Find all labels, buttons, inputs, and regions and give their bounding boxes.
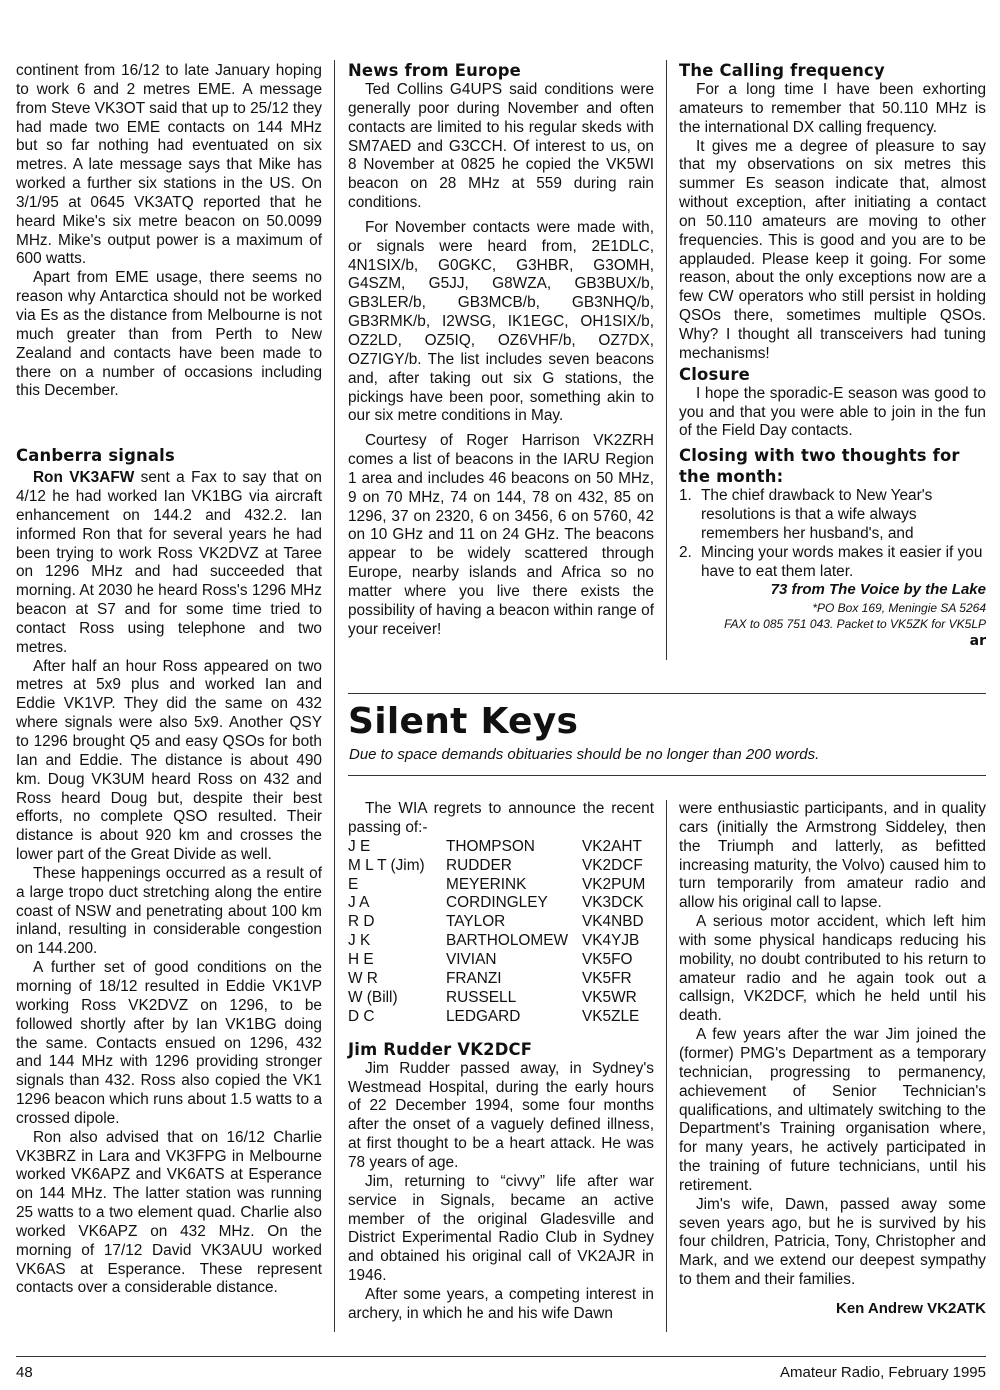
table-row — [348, 876, 645, 895]
article-paragraph: Jim Rudder passed away, in Sydney's Westmead Hospital, during the early hours of 22 December 1994, some four months after the onset of a vaguely defined illness, at first thought to be a heart attack. He was 78 years of age. — [348, 1059, 654, 1171]
end-mark: ar — [969, 633, 986, 650]
article-paragraph: A further set of good conditions on the morning of 18/12 resulted in Eddie VK1VP working Ross VK2DVZ on 1296, to be followed shortly after by Ian VK1BG doing the same. Contacts ensued on 1296, 432 and 144 MHz with 1296 providing stronger signals than 432. Ross also copied the VK1 1296 beacon which runs about 1.5 watts to a crossed dipole. — [16, 959, 322, 1127]
article-paragraph: continent from 16/12 to late January hoping to work 6 and 2 metres EME. A message from Steve VK3OT said that up to 25/12 they had made two EME contacts on 144 MHz but so far nothing had eventuated on six metres. A late message says that Mike has worked a further six stations in the US. On 3/1/95 at 0645 VK3ATQ reported that he heard Mike's six metre beacon on 50.0099 MHz. Mike's output power is a maximum of 600 watts. — [16, 62, 322, 268]
article-paragraph: Ron also advised that on 16/12 Charlie VK3BRZ in Lara and VK3FPG in Melbourne worked VK6APZ and VK6ATS at Esperance on 144 MHz. The latter station was running 25 watts to a two element quad. Charlie also worked VK6APZ on 432 MHz. On the morning of 17/12 David VK3AUU worked VK6AS at Esperance. These represent contacts over a considerable distance. — [16, 1128, 322, 1297]
cell-call: VK2AHT — [582, 837, 642, 855]
cell-surname: TAYLOR — [446, 913, 506, 931]
table-row — [348, 857, 645, 876]
article-paragraph: Ted Collins G4UPS said conditions were generally poor during November and often contacts are limited to his regular skeds with SM7AED and G3CCH. Of interest to us, on 8 November at 0825 he copied the VK5WI beacon on 28 MHz at 559 during rain conditions. — [348, 81, 654, 212]
table-row — [348, 894, 645, 913]
footer-rule — [16, 1356, 986, 1357]
article-paragraph: After some years, a competing interest in archery, in which he and his wife Dawn — [348, 1285, 654, 1322]
address: *PO Box 169, Meningie SA 5264 — [812, 601, 986, 616]
cell-initials: W (Bill) — [348, 988, 398, 1006]
silent-keys-column-right — [679, 800, 986, 1319]
cell-call: VK4YJB — [582, 932, 640, 950]
section-rule — [348, 693, 986, 694]
cell-call: VK5FO — [582, 951, 633, 969]
article-paragraph: The WIA regrets to announce the recent passing of:- — [348, 800, 654, 836]
article-paragraph: These happenings occurred as a result of a large tropo duct stretching along the entire coast of NSW and penetrating about 100 km inland, resulting in considerable congestion on 144.200. — [16, 864, 322, 958]
cell-call: VK5ZLE — [582, 1007, 640, 1025]
obituary-heading: Jim Rudder VK2DCF — [348, 1039, 533, 1059]
table-row — [348, 1008, 645, 1027]
cell-initials: J A — [348, 894, 370, 912]
article-paragraph: Jim's wife, Dawn, passed away some seven years ago, but he is survived by his four children, Patricia, Tony, Christopher and Mark, and we extend our deepest sympathy to them and their families. — [679, 1195, 986, 1289]
list-item-text: The chief drawback to New Year's resolutions is that a wife always remembers her husband's, and — [701, 487, 933, 542]
article-paragraph: A few years after the war Jim joined the (former) PMG's Department as a temporary technician, progressing to permanency, achievement of Senior Technician's qualifications, and ultimately switching to the Department's Training organisation where, for many years, he actively participated in the training of future technicians, until his retirement. — [679, 1026, 986, 1194]
article-paragraph: I hope the sporadic-E season was good to you and that you were able to join in the fun of the Field Day contacts. — [679, 384, 986, 440]
cell-surname: FRANZI — [446, 970, 502, 988]
publication-info: Amateur Radio, February 1995 — [780, 1364, 986, 1381]
table-row — [348, 932, 645, 951]
table-row — [348, 951, 645, 970]
table-row — [348, 989, 645, 1008]
table-row — [348, 838, 645, 857]
list-item-text: Mincing your words makes it easier if you have to eat them later. — [701, 543, 983, 580]
table-row — [348, 913, 645, 932]
list-number: 2. — [679, 543, 692, 561]
article-paragraph — [16, 469, 322, 657]
cell-surname: RUSSELL — [446, 988, 517, 1006]
column-divider — [334, 60, 335, 1332]
cell-initials: J E — [348, 837, 371, 855]
list-item — [679, 487, 986, 544]
article-paragraph: Jim, returning to “civvy” life after war service in Signals, became an active member of the original Gladesville and District Experimental Radio Club in Sydney and obtained his original call of VK2AJR in 1946. — [348, 1172, 654, 1285]
article-paragraph: Apart from EME usage, there seems no reason why Antarctica should not be worked via Es as the distance from Melbourne is not much greater than from Perth to New Zealand and contacts have been made to there on a number of occasions including this December. — [16, 269, 322, 400]
silent-keys-list — [348, 838, 645, 1027]
section-heading-closure: Closure — [679, 364, 750, 384]
cell-surname: VIVIAN — [446, 951, 497, 969]
thoughts-list — [679, 487, 986, 581]
bold-lead-in: Ron VK3AFW — [32, 469, 135, 487]
column-right — [679, 60, 986, 651]
section-heading-europe: News from Europe — [348, 61, 521, 80]
cell-surname: RUDDER — [446, 856, 512, 874]
cell-surname: THOMPSON — [446, 837, 535, 855]
table-row — [348, 970, 645, 989]
article-paragraph: After half an hour Ross appeared on two metres at 5x9 plus and worked Ian and Eddie VK1VP. They did the same on 432 where signals were also 5x9. Another QSY to 1296 brought Q5 and easy QSOs for both Ian and Eddie. The distance is about 490 km. Doug VK3UM heard Ross on 432 and Ross heard Doug but, despite their best efforts, no complete QSO resulted. Their distance is about 920 km and crosses the lower part of the Great Divide as well. — [16, 657, 322, 864]
cell-call: VK5WR — [582, 988, 637, 1006]
cell-surname: BARTHOLOMEW — [446, 932, 568, 950]
cell-surname: MEYERINK — [446, 875, 527, 893]
article-paragraph: were enthusiastic participants, and in quality cars (initially the Armstrong Siddeley, then the Triumph and latterly, as befitted increasing maturity, the Volvo) caused him to turn temporarily from amateur radio and allow his original call to lapse. — [679, 800, 986, 912]
article-paragraph: Courtesy of Roger Harrison VK2ZRH comes a list of beacons in the IARU Region 1 area and includes 46 beacons on 50 MHz, 9 on 70 MHz, 74 on 144, 78 on 432, 85 on 1296, 37 on 2320, 6 on 3456, 6 on 5760, 42 on 10 GHz and 11 on 24 GHz. The beacons appear to be widely scattered through Europe, nearby islands and Africa so no matter where you live there exists the possibility of having a beacon within range of your receiver! — [348, 432, 654, 638]
cell-surname: CORDINGLEY — [446, 894, 548, 912]
list-number: 1. — [679, 487, 692, 505]
article-paragraph: For November contacts were made with, or signals were heard from, 2E1DLC, 4N1SIX/b, G0GKC, G3HBR, G3OMH, G4SZM, G5JJ, G8WZA, GB3BUX/b, GB3LER/b, GB3MCB/b, GB3NHQ/b, GB3RMK/b, I2WSG, IK1EGC, OH1SIX/b, OZ2LD, OZ5IQ, OZ6VHF/b, OZ7DX, OZ7IGY/b. The list includes seven beacons and, after taking out six G stations, the pickings have been poor, something akin to our six metre conditions in May. — [348, 218, 654, 425]
cell-initials: E — [348, 875, 359, 893]
column-middle — [348, 60, 654, 639]
silent-keys-column-left — [348, 800, 654, 1324]
section-heading-canberra: Canberra signals — [16, 446, 175, 466]
cell-initials: D C — [348, 1007, 375, 1025]
column-divider — [666, 60, 667, 660]
cell-initials: R D — [348, 913, 375, 931]
obituary-author: Ken Andrew VK2ATK — [835, 1299, 986, 1317]
paragraph-text: sent a Fax to say that on 4/12 he had worked Ian VK1BG via aircraft enhancement on 144.2 and 432.2. Ian informed Ron that for several years he had been trying to work Ross VK2DVZ at Taree on 1296 MHz and had succeeded that morning. At 2030 he heard Ross's 1296 MHz beacon at S7 and for some time tried to contact Ross using telephone and two metres. — [16, 469, 322, 656]
cell-surname: LEDGARD — [446, 1007, 521, 1025]
column-divider — [666, 800, 667, 1332]
cell-initials: M L T (Jim) — [348, 856, 425, 874]
cell-call: VK4NBD — [582, 913, 644, 931]
article-paragraph: It gives me a degree of pleasure to say that my observations on six metres this summer Es season indicate that, almost without exception, after initiating a contact on 50.110 amateurs are moving to other frequencies. This is good and you are to be applauded. Please keep it going. For some reason, about the only exceptions now are a few CW operators who still persist in holding QSOs there, sometimes multiple QSOs. Why? I thought all transceivers had tuning mechanisms! — [679, 137, 986, 362]
signoff: 73 from The Voice by the Lake — [770, 581, 986, 599]
silent-keys-title: Silent Keys — [348, 701, 579, 742]
cell-call: VK3DCK — [582, 894, 644, 912]
article-paragraph: A serious motor accident, which left him with some physical handicaps reducing his mobility, no doubt contributed to his return to amateur radio and he again took out a callsign, VK2DCF, which he held until his death. — [679, 913, 986, 1025]
section-rule — [348, 775, 986, 776]
cell-call: VK2DCF — [582, 856, 643, 874]
section-heading-calling-frequency: The Calling frequency — [679, 61, 885, 80]
cell-initials: W R — [348, 970, 378, 988]
silent-keys-subtitle: Due to space demands obituaries should be no longer than 200 words. — [349, 746, 820, 763]
contact-info: FAX to 085 751 043. Packet to VK5ZK for VK5LP — [724, 617, 986, 632]
page-number: 48 — [16, 1364, 33, 1381]
section-heading-closing-thoughts: Closing with two thoughts for the month: — [679, 446, 960, 487]
article-paragraph: For a long time I have been exhorting amateurs to remember that 50.110 MHz is the international DX calling frequency. — [679, 81, 986, 136]
cell-call: VK2PUM — [582, 875, 646, 893]
cell-call: VK5FR — [582, 970, 632, 988]
cell-initials: J K — [348, 932, 371, 950]
column-left — [16, 62, 322, 1298]
cell-initials: H E — [348, 951, 374, 969]
list-item — [679, 544, 986, 582]
